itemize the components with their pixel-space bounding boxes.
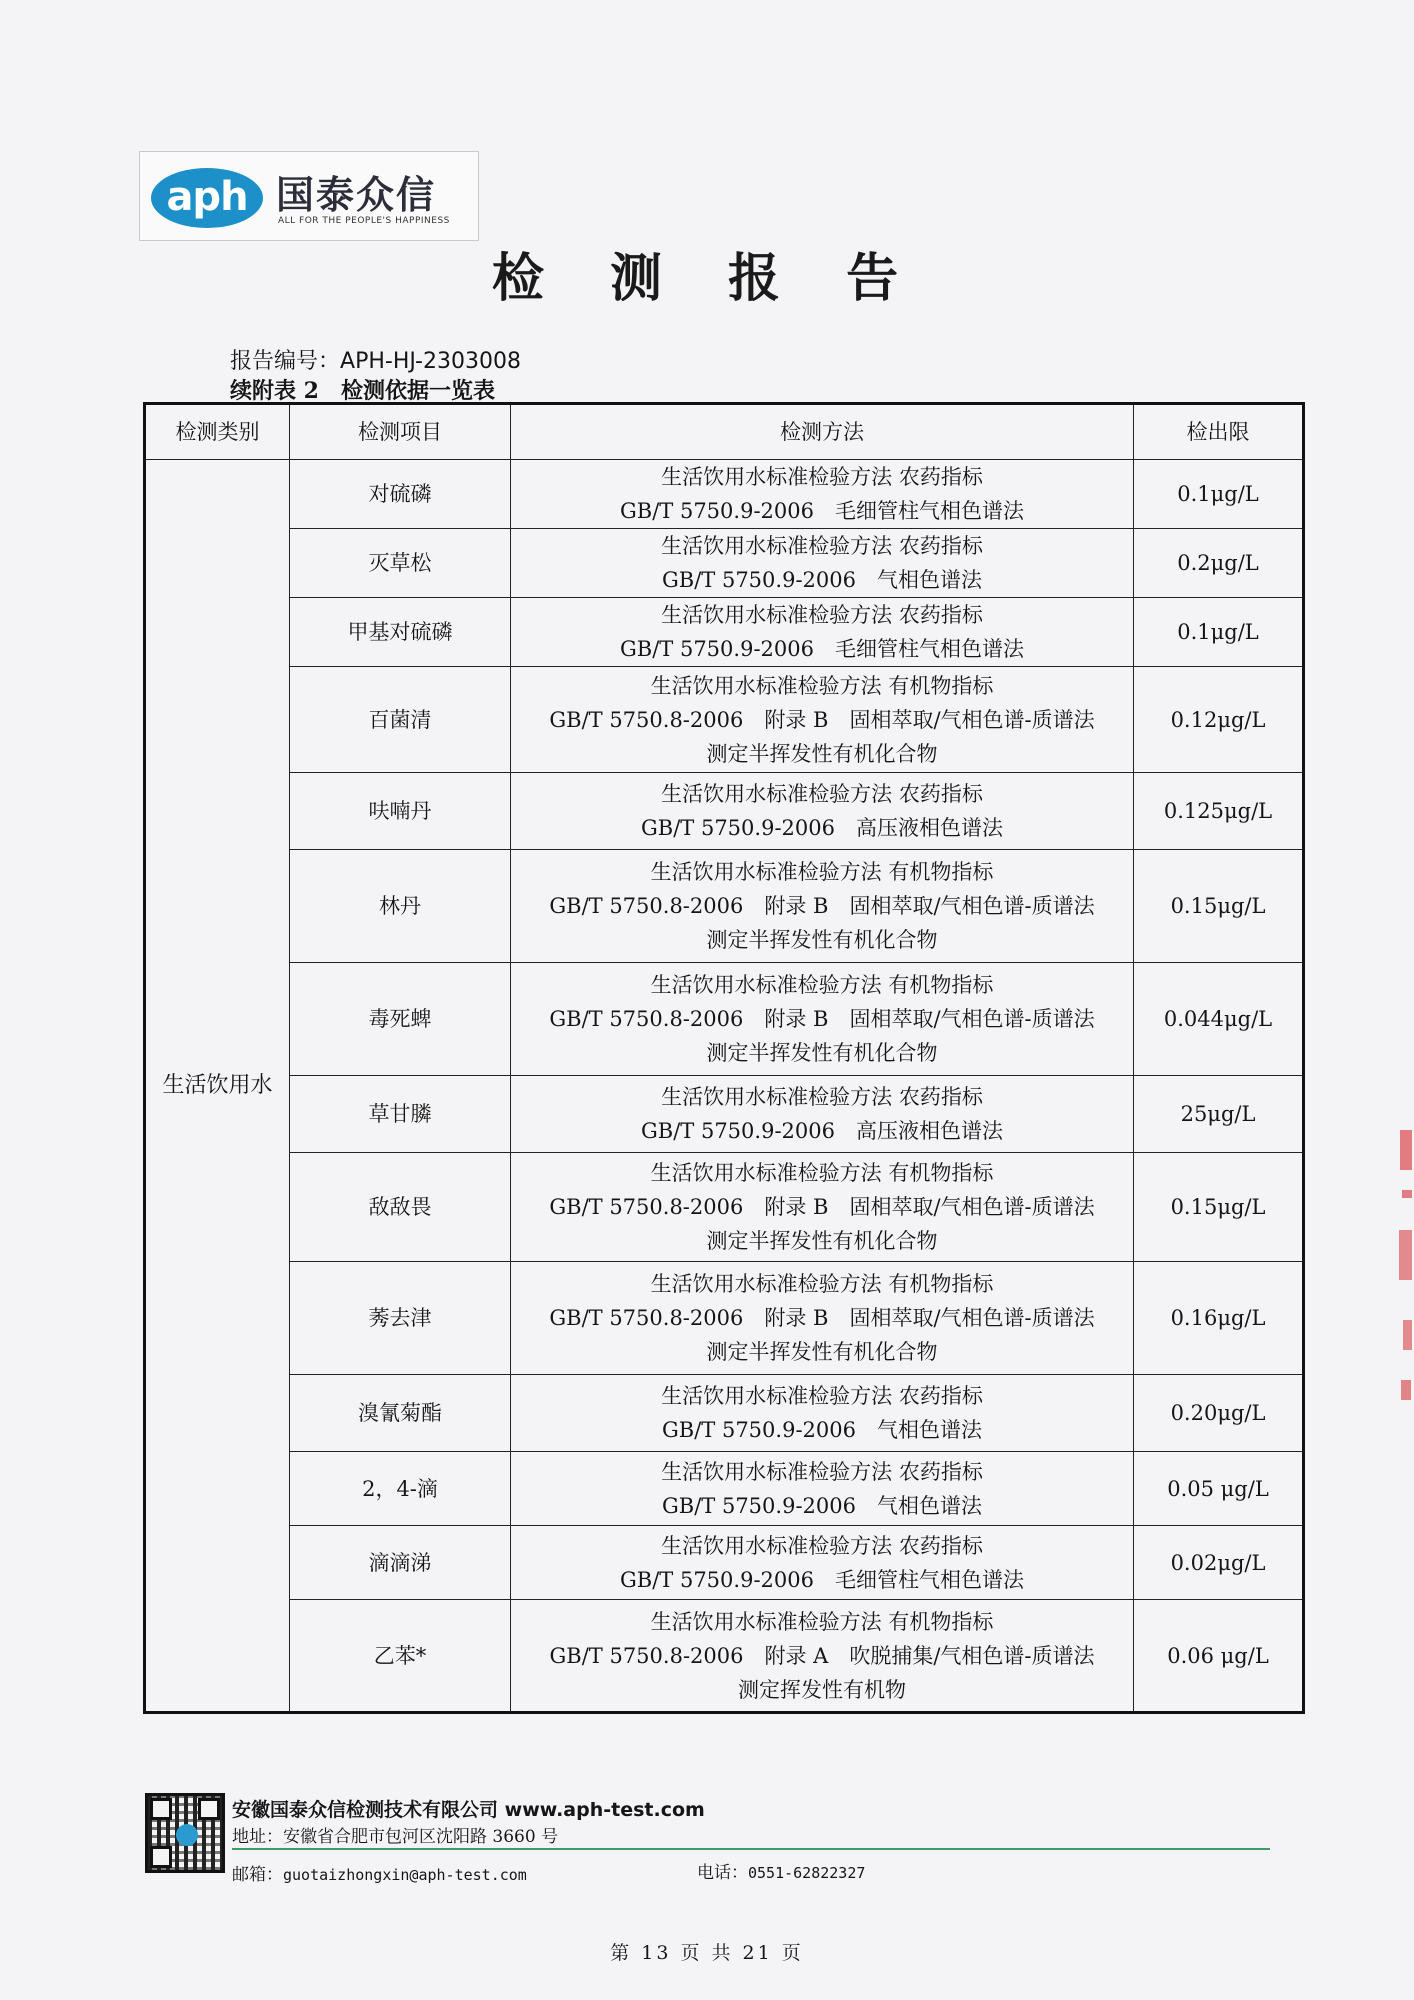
item-cell: 对硫磷 — [290, 460, 511, 529]
item-cell: 呋喃丹 — [290, 773, 511, 850]
footer-tel — [697, 1858, 865, 1883]
method-line: GB/T 5750.9-2006 毛细管柱气相色谱法 — [620, 637, 1024, 661]
qr-finder — [150, 1846, 172, 1868]
method-line: 测定半挥发性有机化合物 — [706, 1041, 938, 1065]
method-line: GB/T 5750.8-2006 附录 B 固相萃取/气相色谱-质谱法 — [549, 894, 1095, 918]
table-subtitle: 续附表 2 检测依据一览表 — [230, 378, 495, 404]
method-cell — [511, 460, 1134, 529]
limit-cell: 0.12μg/L — [1134, 667, 1304, 773]
limit-cell: 0.2μg/L — [1134, 529, 1304, 598]
method-cell — [511, 963, 1134, 1076]
qr-finder — [150, 1798, 172, 1820]
item-cell: 溴氰菊酯 — [290, 1375, 511, 1452]
table-row — [145, 667, 1304, 773]
company-logo — [139, 151, 479, 241]
address-value: 安徽省合肥市包河区沈阳路 3660 号 — [283, 1827, 559, 1847]
limit-cell: 0.15μg/L — [1134, 1153, 1304, 1262]
qr-finder — [198, 1798, 220, 1820]
item-cell: 2，4-滴 — [290, 1452, 511, 1526]
item-cell: 莠去津 — [290, 1262, 511, 1375]
qr-logo — [176, 1824, 198, 1846]
report-number-label: 报告编号： — [230, 349, 341, 374]
item-cell: 林丹 — [290, 850, 511, 963]
method-line: GB/T 5750.8-2006 附录 A 吹脱捕集/气相色谱-质谱法 — [549, 1643, 1095, 1668]
method-cell — [511, 773, 1134, 850]
header-limit: 检出限 — [1134, 404, 1304, 460]
method-cell — [511, 1526, 1134, 1600]
method-cell — [511, 1600, 1134, 1713]
table-row — [145, 1076, 1304, 1153]
method-line: 生活饮用水标准检验方法 农药指标 — [661, 1459, 983, 1484]
method-line: GB/T 5750.9-2006 毛细管柱气相色谱法 — [620, 1567, 1024, 1592]
table-header-row — [145, 404, 1304, 460]
qr-code — [145, 1793, 225, 1873]
item-cell: 滴滴涕 — [290, 1526, 511, 1600]
method-line: 测定挥发性有机物 — [738, 1677, 906, 1702]
company-url: www.aph-test.com — [504, 1799, 705, 1821]
limit-cell: 0.05 μg/L — [1134, 1452, 1304, 1526]
table-row — [145, 963, 1304, 1076]
method-line: GB/T 5750.9-2006 毛细管柱气相色谱法 — [620, 499, 1024, 523]
method-line: 生活饮用水标准检验方法 有机物指标 — [650, 973, 994, 997]
method-cell — [511, 1153, 1134, 1262]
method-line: GB/T 5750.9-2006 高压液相色谱法 — [641, 1119, 1003, 1143]
footer-address — [232, 1822, 558, 1847]
item-cell: 草甘膦 — [290, 1076, 511, 1153]
table-row — [145, 1375, 1304, 1452]
limit-cell: 0.06 μg/L — [1134, 1600, 1304, 1713]
limit-cell: 0.125μg/L — [1134, 773, 1304, 850]
limit-cell: 0.1μg/L — [1134, 460, 1304, 529]
method-line: 生活饮用水标准检验方法 农药指标 — [661, 782, 983, 806]
method-line: 生活饮用水标准检验方法 有机物指标 — [650, 1161, 994, 1185]
method-line: GB/T 5750.8-2006 附录 B 固相萃取/气相色谱-质谱法 — [549, 707, 1095, 732]
method-cell — [511, 667, 1134, 773]
method-cell — [511, 850, 1134, 963]
item-cell: 甲基对硫磷 — [290, 598, 511, 667]
method-line: GB/T 5750.9-2006 高压液相色谱法 — [641, 816, 1003, 840]
method-cell — [511, 1375, 1134, 1452]
limit-cell: 0.02μg/L — [1134, 1526, 1304, 1600]
table-row — [145, 1452, 1304, 1526]
method-line: 测定半挥发性有机化合物 — [706, 1229, 938, 1253]
table-row — [145, 1153, 1304, 1262]
method-line: 生活饮用水标准检验方法 农药指标 — [661, 534, 983, 558]
item-cell: 敌敌畏 — [290, 1153, 511, 1262]
method-line: GB/T 5750.9-2006 气相色谱法 — [662, 568, 982, 592]
page-title: 检 测 报 告 — [491, 248, 923, 309]
report-number-value: APH-HJ-2303008 — [340, 349, 521, 374]
limit-cell: 0.16μg/L — [1134, 1262, 1304, 1375]
header-item: 检测项目 — [290, 404, 511, 460]
limit-cell: 25μg/L — [1134, 1076, 1304, 1153]
method-line: 生活饮用水标准检验方法 有机物指标 — [650, 673, 994, 698]
table-row — [145, 773, 1304, 850]
limit-cell: 0.1μg/L — [1134, 598, 1304, 667]
method-line: 生活饮用水标准检验方法 有机物指标 — [650, 860, 994, 884]
method-cell — [511, 1076, 1134, 1153]
item-cell: 灭草松 — [290, 529, 511, 598]
company-name: 安徽国泰众信检测技术有限公司 — [232, 1799, 499, 1821]
method-line: 测定半挥发性有机化合物 — [706, 1340, 938, 1364]
method-line: GB/T 5750.8-2006 附录 B 固相萃取/气相色谱-质谱法 — [549, 1306, 1095, 1330]
table-row — [145, 1262, 1304, 1375]
header-method: 检测方法 — [511, 404, 1134, 460]
method-cell — [511, 1262, 1134, 1375]
footer-email — [232, 1860, 527, 1885]
email-value: guotaizhongxin@aph-test.com — [283, 1866, 527, 1884]
table-row — [145, 850, 1304, 963]
item-cell: 毒死蜱 — [290, 963, 511, 1076]
method-line: 生活饮用水标准检验方法 农药指标 — [661, 465, 983, 489]
limit-cell: 0.20μg/L — [1134, 1375, 1304, 1452]
method-line: 生活饮用水标准检验方法 农药指标 — [661, 603, 983, 627]
table-row — [145, 460, 1304, 529]
email-label: 邮箱： — [232, 1865, 283, 1885]
method-line: 生活饮用水标准检验方法 农药指标 — [661, 1085, 983, 1109]
logo-name: 国泰众信 — [276, 173, 437, 217]
page-number: 第 13 页 共 21 页 — [610, 1942, 804, 1964]
footer-divider — [232, 1848, 1270, 1850]
method-line: GB/T 5750.9-2006 气相色谱法 — [662, 1493, 982, 1518]
header-category: 检测类别 — [145, 404, 290, 460]
address-label: 地址： — [232, 1827, 283, 1847]
method-line: 生活饮用水标准检验方法 农药指标 — [661, 1384, 983, 1408]
table-row — [145, 598, 1304, 667]
method-line: 生活饮用水标准检验方法 农药指标 — [661, 1533, 983, 1558]
seal-stamp-icon — [1396, 1120, 1414, 1420]
method-line: GB/T 5750.8-2006 附录 B 固相萃取/气相色谱-质谱法 — [549, 1007, 1095, 1031]
table-row — [145, 529, 1304, 598]
category-cell: 生活饮用水 — [145, 460, 290, 1713]
method-line: GB/T 5750.9-2006 气相色谱法 — [662, 1418, 982, 1442]
footer-company — [232, 1795, 705, 1822]
table-row — [145, 1526, 1304, 1600]
table-row — [145, 1600, 1304, 1713]
logo-mark: aph — [151, 168, 263, 228]
method-line: 测定半挥发性有机化合物 — [706, 928, 938, 952]
item-cell: 百菌清 — [290, 667, 511, 773]
method-line: 生活饮用水标准检验方法 有机物指标 — [650, 1609, 994, 1634]
method-cell — [511, 1452, 1134, 1526]
logo-slogan: ALL FOR THE PEOPLE'S HAPPINESS — [278, 216, 450, 226]
method-line: 生活饮用水标准检验方法 有机物指标 — [650, 1272, 994, 1296]
tel-value: 0551-62822327 — [748, 1864, 866, 1882]
seal-stamp-edge — [1396, 1120, 1414, 1420]
tel-label: 电话： — [697, 1863, 748, 1883]
limit-cell: 0.15μg/L — [1134, 850, 1304, 963]
method-line: GB/T 5750.8-2006 附录 B 固相萃取/气相色谱-质谱法 — [549, 1195, 1095, 1219]
detection-basis-table — [143, 402, 1305, 1714]
method-line: 测定半挥发性有机化合物 — [706, 741, 938, 766]
report-number — [230, 344, 521, 375]
item-cell: 乙苯* — [290, 1600, 511, 1713]
limit-cell: 0.044μg/L — [1134, 963, 1304, 1076]
method-cell — [511, 598, 1134, 667]
table-body — [145, 460, 1304, 1713]
method-cell — [511, 529, 1134, 598]
